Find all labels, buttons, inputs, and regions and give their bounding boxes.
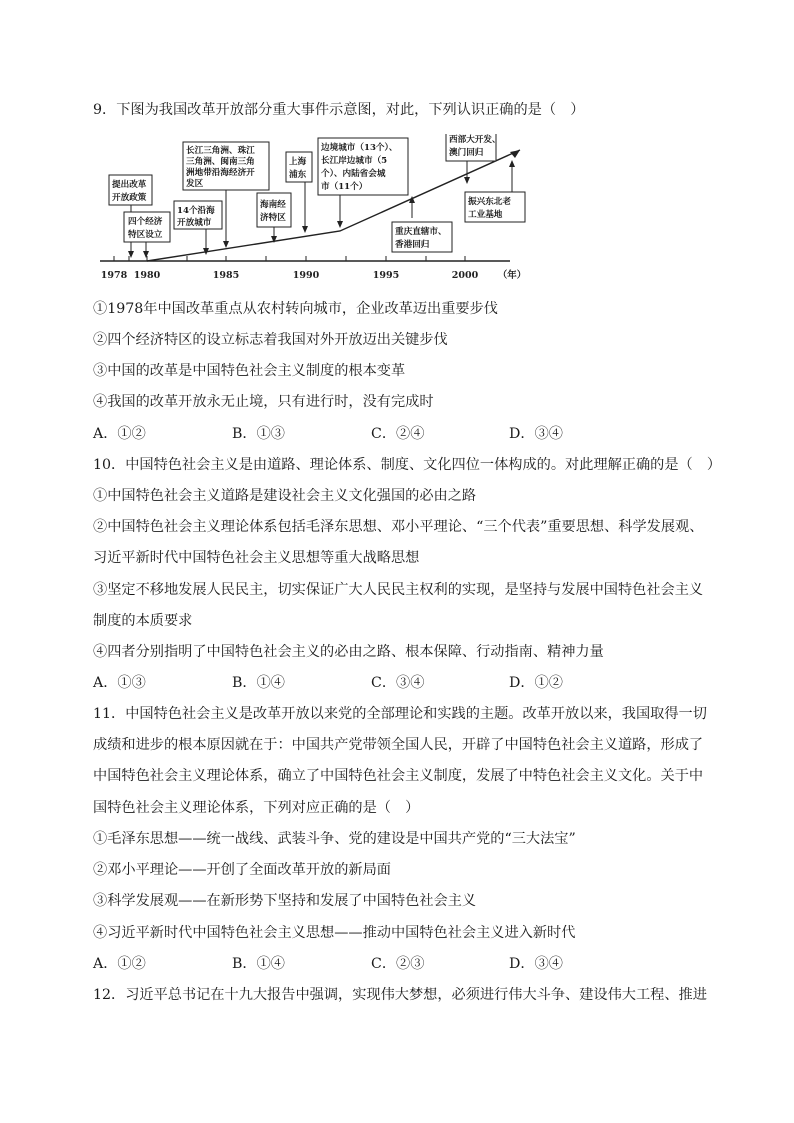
box-deltas-l1: 长江三角洲、珠江: [186, 146, 255, 156]
q10-item-2-cont: 习近平新时代中国特色社会主义思想等重大战略思想: [93, 550, 420, 566]
q11-item-3: ③科学发展观——在新形势下坚持和发展了中国特色社会主义: [93, 893, 477, 909]
q9-stem: 9．下图为我国改革开放部分重大事件示意图，对此，下列认识正确的是（ ）: [93, 102, 585, 118]
q9-item-1: ①1978年中国改革重点从农村转向城市，企业改革迈出重要步伐: [93, 301, 498, 317]
box-reform-policy-l1: 提出改革: [112, 180, 147, 190]
q9-item-3: ③中国的改革是中国特色社会主义制度的根本变革: [93, 363, 406, 379]
box-border-cities-l3: 个）、内陆省会城: [321, 169, 386, 179]
box-14-cities-l1: 14个沿海: [177, 206, 215, 216]
box-border-cities-l4: 市（11个）: [321, 182, 368, 192]
box-west-macau-l1: 西部大开发、: [449, 135, 501, 145]
q11-stem-line-1: 11．中国特色社会主义是改革开放以来党的全部理论和实践的主题。改革开放以来，我国取得一切: [93, 706, 707, 722]
box-hainan-l2: 济特区: [260, 213, 286, 223]
box-west-macau-l2: 澳门回归: [449, 148, 484, 158]
q11-option-c[interactable]: C．②③: [371, 956, 425, 972]
q10-item-3-cont: 制度的本质要求: [93, 613, 193, 629]
q10-option-b[interactable]: B．①④: [232, 675, 285, 691]
q11-item-1: ①毛泽东思想——统一战线、武装斗争、党的建设是中国共产党的“三大法宝”: [93, 831, 576, 847]
year-2000: 2000: [451, 270, 479, 281]
box-border-cities-l1: 边境城市（13个）、: [321, 143, 398, 153]
q10-item-2: ②中国特色社会主义理论体系包括毛泽东思想、邓小平理论、“三个代表”重要思想、科学发展观、: [93, 519, 704, 535]
q11-stem-line-3: 中国特色社会主义理论体系，确立了中国特色社会主义制度，发展了中特色社会主义文化。关于中: [93, 768, 704, 784]
q9-option-d[interactable]: D．③④: [509, 426, 563, 442]
q9-item-4: ④我国的改革开放永无止境，只有进行时，没有完成时: [93, 394, 434, 410]
q11-stem-line-4: 国特色社会主义理论体系，下列对应正确的是（ ）: [93, 800, 420, 816]
q9-option-a[interactable]: A．①②: [93, 426, 146, 442]
box-northeast-l1: 振兴东北老: [468, 197, 511, 207]
q10-item-3: ③坚定不移地发展人民民主，切实保证广大人民民主权利的实现，是坚持与发展中国特色社会主义: [93, 582, 704, 598]
box-deltas-l3: 洲地带沿海经济开: [186, 168, 255, 178]
year-1978: 1978: [100, 270, 128, 281]
box-border-cities-l2: 长江岸边城市（5: [321, 156, 388, 166]
box-pudong-l1: 上海: [289, 157, 307, 167]
box-chongqing-hk-l1: 重庆直辖市、: [395, 227, 447, 237]
box-four-sez-l1: 四个经济: [128, 217, 163, 227]
q9-option-b[interactable]: B．①③: [232, 426, 285, 442]
box-reform-policy-l2: 开放政策: [112, 193, 147, 203]
year-1995: 1995: [372, 270, 400, 281]
year-1985: 1985: [212, 270, 240, 281]
q12-stem: 12．习近平总书记在十九大报告中强调，实现伟大梦想，必须进行伟大斗争、建设伟大工程、推进: [93, 987, 707, 1003]
box-14-cities-l2: 开放城市: [177, 218, 212, 228]
q10-option-a[interactable]: A．①③: [93, 675, 146, 691]
q9-item-2: ②四个经济特区的设立标志着我国对外开放迈出关键步伐: [93, 332, 448, 348]
box-deltas-l4: 发区: [186, 179, 204, 189]
q11-option-b[interactable]: B．①④: [232, 956, 285, 972]
box-chongqing-hk-l2: 香港回归: [395, 240, 430, 250]
q10-stem: 10．中国特色社会主义是由道路、理论体系、制度、文化四位一体构成的。对此理解正确的是（ ）: [93, 457, 722, 473]
q11-option-d[interactable]: D．③④: [509, 956, 563, 972]
q10-option-c[interactable]: C．③④: [371, 675, 425, 691]
q11-item-2: ②邓小平理论——开创了全面改革开放的新局面: [93, 862, 391, 878]
q9-timeline-diagram: [100, 134, 530, 284]
q11-item-4: ④习近平新时代中国特色社会主义思想——推动中国特色社会主义进入新时代: [93, 925, 576, 941]
year-unit: （年）: [497, 270, 527, 281]
q9-option-c[interactable]: C．②④: [371, 426, 425, 442]
year-1990: 1990: [292, 270, 320, 281]
q10-item-4: ④四者分别指明了中国特色社会主义的必由之路、根本保障、行动指南、精神力量: [93, 644, 604, 660]
q11-stem-line-2: 成绩和进步的根本原因就在于：中国共产党带领全国人民，开辟了中国特色社会主义道路，形成了: [93, 737, 704, 753]
box-pudong-l2: 浦东: [289, 170, 307, 180]
box-hainan-l1: 海南经: [260, 200, 286, 210]
box-deltas-l2: 三角洲、闽南三角: [186, 157, 255, 167]
q11-option-a[interactable]: A．①②: [93, 956, 146, 972]
year-1980: 1980: [133, 270, 161, 281]
q10-option-d[interactable]: D．①②: [509, 675, 563, 691]
box-four-sez-l2: 特区设立: [128, 230, 163, 240]
box-northeast-l2: 工业基地: [468, 210, 503, 220]
q10-item-1: ①中国特色社会主义道路是建设社会主义文化强国的必由之路: [93, 488, 477, 504]
